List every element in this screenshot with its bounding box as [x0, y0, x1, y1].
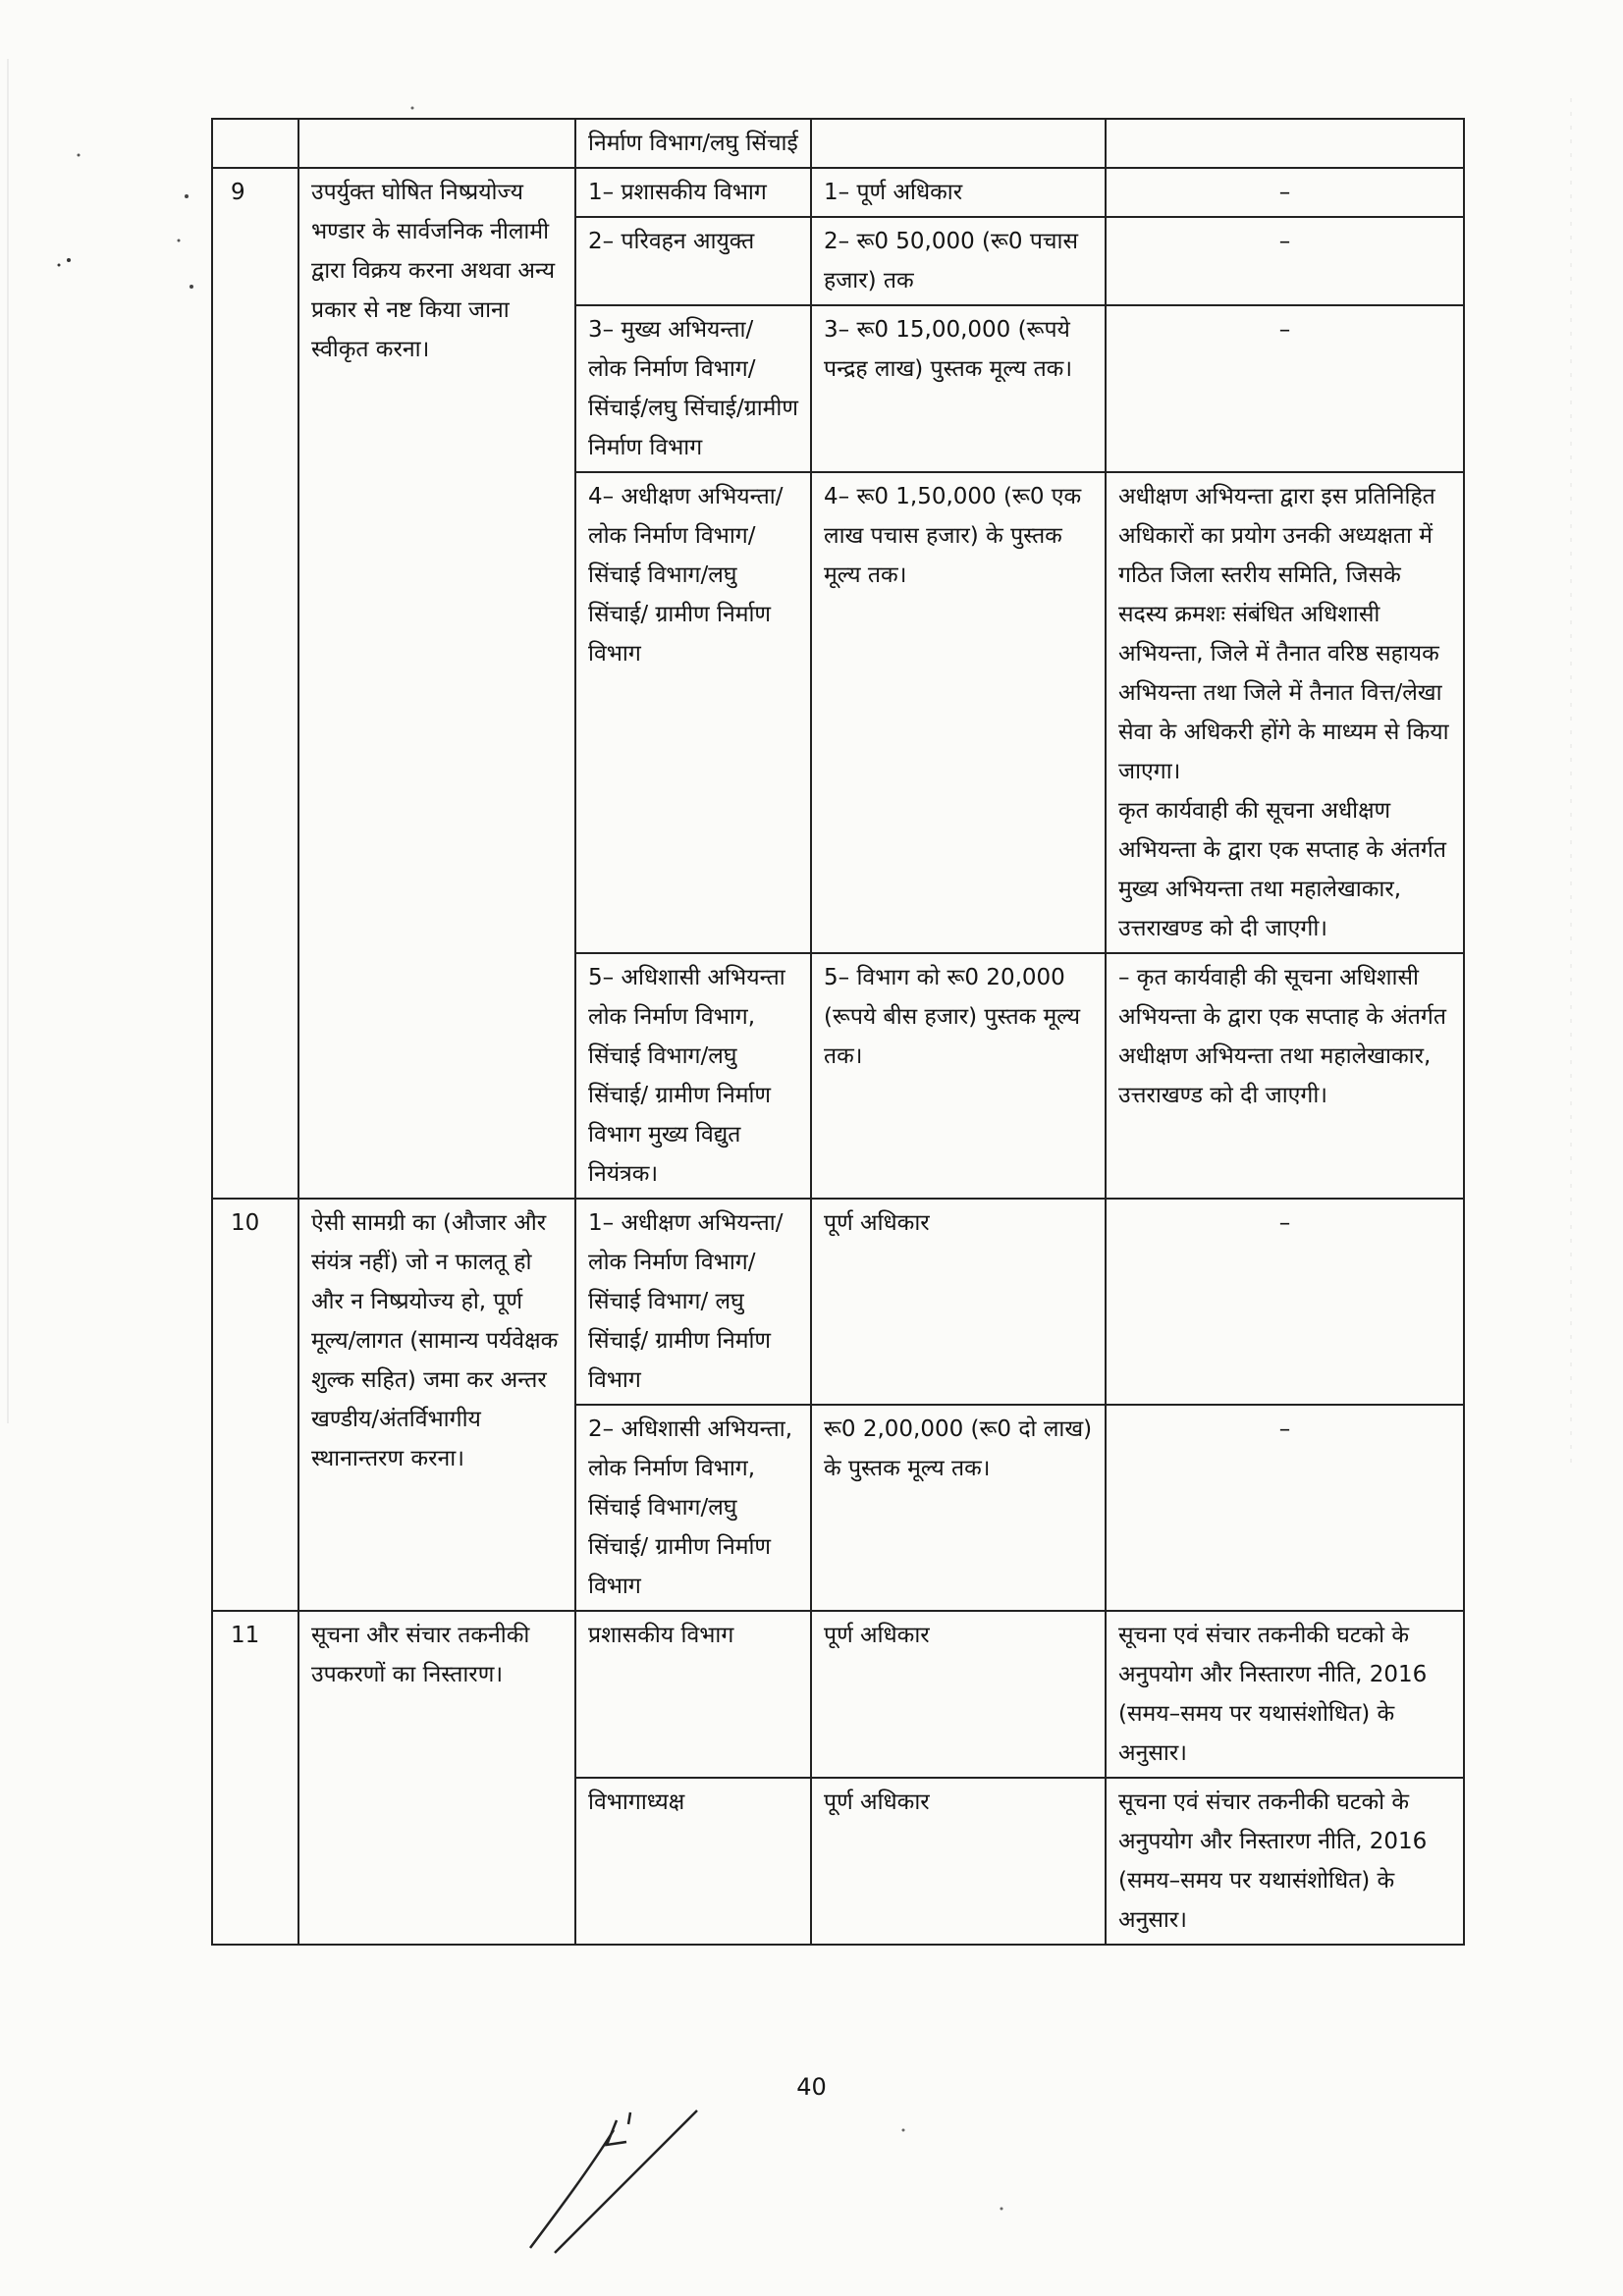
table-row	[212, 1611, 1464, 1778]
authority-cell: विभागाध्यक्ष	[575, 1778, 811, 1945]
authority-cell: 2– परिवहन आयुक्त	[575, 217, 811, 305]
delegation-table	[211, 118, 1465, 1946]
authority-cell: 3– मुख्य अभियन्ता/ लोक निर्माण विभाग/ सिंचाई/लघु सिंचाई/ग्रामीण निर्माण विभाग	[575, 305, 811, 472]
remark-cell: सूचना एवं संचार तकनीकी घटको के अनुपयोग और निस्तारण नीति, 2016 (समय–समय पर यथासंशोधित) के अनुसार।	[1106, 1611, 1464, 1778]
remark-cell: –	[1106, 217, 1464, 305]
authority-cell: 5– अधिशासी अभियन्ता लोक निर्माण विभाग, सिंचाई विभाग/लघु सिंचाई/ ग्रामीण निर्माण विभाग मुख्य विद्युत नियंत्रक।	[575, 953, 811, 1199]
power-cell: पूर्ण अधिकार	[811, 1611, 1106, 1778]
power-cell: 4– रू0 1,50,000 (रू0 एक लाख पचास हजार) के पुस्तक मूल्य तक।	[811, 472, 1106, 953]
authority-cell: 4– अधीक्षण अभियन्ता/लोक निर्माण विभाग/सिंचाई विभाग/लघु सिंचाई/ ग्रामीण निर्माण विभाग	[575, 472, 811, 953]
row-number	[212, 119, 298, 168]
authority-cell: निर्माण विभाग/लघु सिंचाई	[575, 119, 811, 168]
remark-cell	[1106, 119, 1464, 168]
row-number: 9	[212, 168, 298, 1199]
table-row	[212, 119, 1464, 168]
remark-cell: – कृत कार्यवाही की सूचना अधिशासी अभियन्ता के द्वारा एक सप्ताह के अंतर्गत अधीक्षण अभियन्ता तथा महालेखाकार, उत्तराखण्ड को दी जाएगी।	[1106, 953, 1464, 1199]
remark-cell	[1106, 472, 1464, 953]
authority-cell: 1– प्रशासकीय विभाग	[575, 168, 811, 217]
authority-cell: 1– अधीक्षण अभियन्ता/ लोक निर्माण विभाग/सिंचाई विभाग/ लघु सिंचाई/ ग्रामीण निर्माण विभाग	[575, 1199, 811, 1405]
remark-paragraph: अधीक्षण अभियन्ता द्वारा इस प्रतिनिहित अधिकारों का प्रयोग उनकी अध्यक्षता में गठित जिला स्तरीय समिति, जिसके सदस्य क्रमशः संबंधित अधिशासी अभियन्ता, जिले में तैनात वरिष्ठ सहायक अभियन्ता तथा जिले में तैनात वित्त/लेखा सेवा के अधिकरी होंगे के माध्यम से किया जाएगा।	[1118, 484, 1449, 784]
power-cell: 5– विभाग को रू0 20,000 (रूपये बीस हजार) पुस्तक मूल्य तक।	[811, 953, 1106, 1199]
remark-paragraph: कृत कार्यवाही की सूचना अधीक्षण अभियन्ता के द्वारा एक सप्ताह के अंतर्गत मुख्य अभियन्ता तथा महालेखाकार, उत्तराखण्ड को दी जाएगी।	[1118, 798, 1446, 941]
authority-cell: 2– अधिशासी अभियन्ता, लोक निर्माण विभाग, सिंचाई विभाग/लघु सिंचाई/ ग्रामीण निर्माण विभाग	[575, 1405, 811, 1611]
row-number: 10	[212, 1199, 298, 1611]
remark-cell: –	[1106, 1199, 1464, 1405]
subject-cell: सूचना और संचार तकनीकी उपकरणों का निस्तारण।	[298, 1611, 575, 1945]
power-cell: रू0 2,00,000 (रू0 दो लाख) के पुस्तक मूल्य तक।	[811, 1405, 1106, 1611]
subject-cell: ऐसी सामग्री का (औजार और संयंत्र नहीं) जो न फालतू हो और न निष्प्रयोज्य हो, पूर्ण मूल्य/लागत (सामान्य पर्यवेक्षक शुल्क सहित) जमा कर अन्तर खण्डीय/अंतर्विभागीय स्थानान्तरण करना।	[298, 1199, 575, 1611]
remark-cell: सूचना एवं संचार तकनीकी घटको के अनुपयोग और निस्तारण नीति, 2016 (समय–समय पर यथासंशोधित) के अनुसार।	[1106, 1778, 1464, 1945]
row-number: 11	[212, 1611, 298, 1945]
remark-cell: –	[1106, 305, 1464, 472]
power-cell: 2– रू0 50,000 (रू0 पचास हजार) तक	[811, 217, 1106, 305]
table-row	[212, 1199, 1464, 1405]
power-cell: पूर्ण अधिकार	[811, 1199, 1106, 1405]
power-cell: 1– पूर्ण अधिकार	[811, 168, 1106, 217]
power-cell	[811, 119, 1106, 168]
power-cell: 3– रू0 15,00,000 (रूपये पन्द्रह लाख) पुस्तक मूल्य तक।	[811, 305, 1106, 472]
power-cell: पूर्ण अधिकार	[811, 1778, 1106, 1945]
table-row	[212, 168, 1464, 217]
remark-cell: –	[1106, 1405, 1464, 1611]
subject-cell: उपर्युक्त घोषित निष्प्रयोज्य भण्डार के सार्वजनिक नीलामी द्वारा विक्रय करना अथवा अन्य प्रकार से नष्ट किया जाना स्वीकृत करना।	[298, 168, 575, 1199]
page-number: 40	[796, 2073, 827, 2101]
remark-cell: –	[1106, 168, 1464, 217]
subject-cell	[298, 119, 575, 168]
authority-cell: प्रशासकीय विभाग	[575, 1611, 811, 1778]
handwritten-signature	[520, 2091, 717, 2258]
